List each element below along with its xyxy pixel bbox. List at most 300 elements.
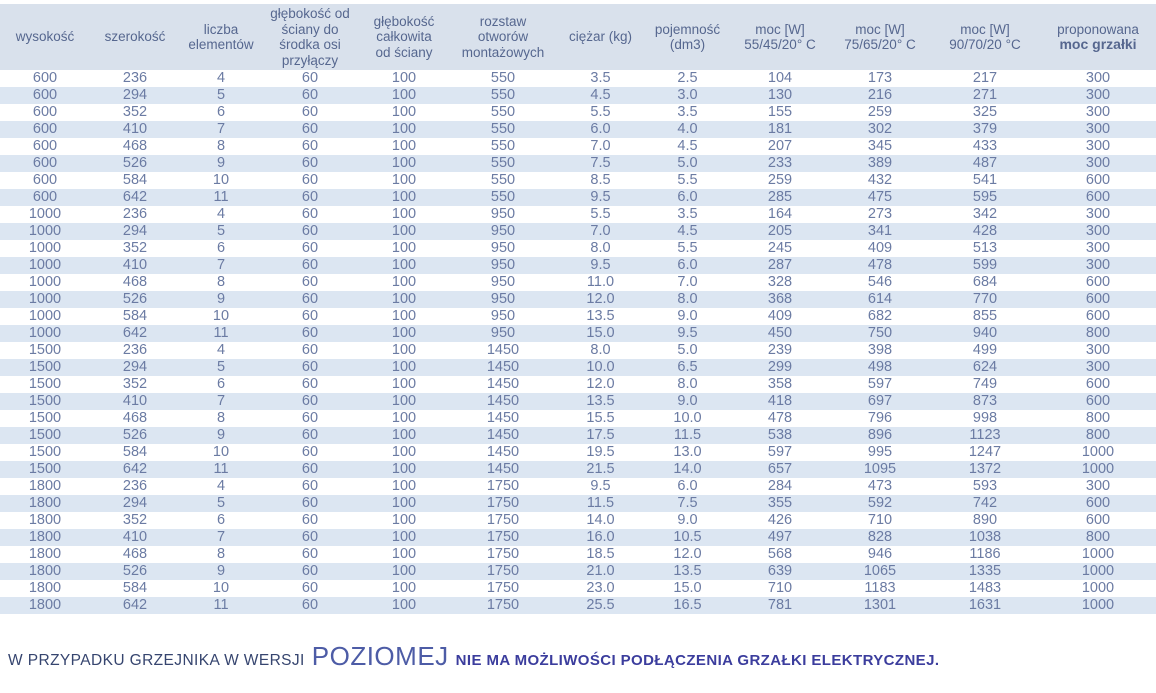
table-cell: 600 (0, 70, 90, 87)
table-cell: 300 (1040, 138, 1156, 155)
column-header-line: całkowita (376, 29, 432, 45)
column-header-line: środka osi (279, 37, 341, 52)
table-cell: 1450 (450, 461, 556, 478)
table-cell: 60 (262, 342, 358, 359)
table-cell: 5.5 (556, 206, 645, 223)
table-cell: 890 (930, 512, 1040, 529)
table-cell: 5.5 (645, 240, 730, 257)
table-cell: 100 (358, 495, 450, 512)
table-cell: 1500 (0, 461, 90, 478)
table-cell: 600 (1040, 512, 1156, 529)
table-cell: 1450 (450, 444, 556, 461)
table-cell: 4 (180, 478, 262, 495)
table-cell: 599 (930, 257, 1040, 274)
table-cell: 1038 (930, 529, 1040, 546)
table-cell: 100 (358, 512, 450, 529)
radiator-spec-table (0, 4, 1156, 614)
table-cell: 600 (0, 189, 90, 206)
table-cell: 600 (0, 138, 90, 155)
table-cell: 4.5 (556, 87, 645, 104)
table-cell: 100 (358, 580, 450, 597)
table-cell: 410 (90, 393, 180, 410)
table-cell: 11.5 (556, 495, 645, 512)
table-cell: 7 (180, 393, 262, 410)
table-cell: 300 (1040, 257, 1156, 274)
table-cell: 100 (358, 427, 450, 444)
table-cell: 60 (262, 325, 358, 342)
table-cell: 584 (90, 444, 180, 461)
table-cell: 600 (1040, 393, 1156, 410)
table-cell: 9.5 (556, 189, 645, 206)
table-cell: 8.0 (645, 291, 730, 308)
table-cell: 1450 (450, 376, 556, 393)
table-cell: 468 (90, 410, 180, 427)
table-row (0, 104, 1156, 121)
table-cell: 17.5 (556, 427, 645, 444)
column-header-line: liczba (203, 21, 239, 37)
table-cell: 710 (730, 580, 830, 597)
table-cell: 1000 (0, 308, 90, 325)
table-cell: 7.0 (645, 274, 730, 291)
table-cell: 550 (450, 138, 556, 155)
header-row (0, 4, 1156, 70)
table-body (0, 70, 1156, 614)
table-cell: 995 (830, 444, 930, 461)
table-cell: 1500 (0, 359, 90, 376)
table-cell: 14.0 (645, 461, 730, 478)
table-cell: 300 (1040, 121, 1156, 138)
table-cell: 60 (262, 121, 358, 138)
table-cell: 16.0 (556, 529, 645, 546)
table-cell: 1750 (450, 495, 556, 512)
column-header-line: wysokość (15, 29, 75, 45)
table-cell: 1000 (1040, 580, 1156, 597)
table-cell: 271 (930, 87, 1040, 104)
table-cell: 60 (262, 308, 358, 325)
table-cell: 1800 (0, 478, 90, 495)
table-cell: 1000 (1040, 597, 1156, 614)
table-cell: 100 (358, 70, 450, 87)
table-cell: 104 (730, 70, 830, 87)
table-cell: 546 (830, 274, 930, 291)
table-cell: 682 (830, 308, 930, 325)
table-cell: 10 (180, 308, 262, 325)
table-cell: 642 (90, 461, 180, 478)
table-cell: 352 (90, 512, 180, 529)
table-cell: 60 (262, 172, 358, 189)
table-cell: 11 (180, 325, 262, 342)
table-cell: 11 (180, 597, 262, 614)
table-cell: 1095 (830, 461, 930, 478)
table-row (0, 376, 1156, 393)
table-cell: 233 (730, 155, 830, 172)
table-cell: 7.0 (556, 138, 645, 155)
table-cell: 16.5 (645, 597, 730, 614)
table-cell: 300 (1040, 87, 1156, 104)
table-cell: 10 (180, 580, 262, 597)
table-cell: 4.5 (645, 138, 730, 155)
table-cell: 950 (450, 325, 556, 342)
table-cell: 950 (450, 206, 556, 223)
table-header (0, 4, 1156, 70)
table-cell: 1000 (0, 223, 90, 240)
column-header-line: moc [W] (755, 21, 805, 37)
table-cell: 285 (730, 189, 830, 206)
table-cell: 8.0 (556, 342, 645, 359)
table-cell: 597 (830, 376, 930, 393)
table-cell: 60 (262, 376, 358, 393)
table-cell: 100 (358, 461, 450, 478)
table-cell: 6.0 (556, 121, 645, 138)
table-cell: 19.5 (556, 444, 645, 461)
table-cell: 770 (930, 291, 1040, 308)
table-cell: 409 (830, 240, 930, 257)
table-cell: 600 (0, 104, 90, 121)
table-cell: 593 (930, 478, 1040, 495)
table-cell: 1186 (930, 546, 1040, 563)
table-cell: 7 (180, 529, 262, 546)
table-cell: 497 (730, 529, 830, 546)
table-cell: 946 (830, 546, 930, 563)
table-cell: 273 (830, 206, 930, 223)
table-cell: 1631 (930, 597, 1040, 614)
table-cell: 1000 (1040, 546, 1156, 563)
table-cell: 1450 (450, 410, 556, 427)
table-cell: 8.0 (556, 240, 645, 257)
table-cell: 1000 (0, 206, 90, 223)
table-cell: 5.0 (645, 342, 730, 359)
table-cell: 216 (830, 87, 930, 104)
table-cell: 100 (358, 240, 450, 257)
table-cell: 300 (1040, 478, 1156, 495)
column-header-line: rozstaw (479, 13, 527, 29)
table-cell: 639 (730, 563, 830, 580)
column-header (180, 4, 262, 70)
column-header (556, 4, 645, 70)
column-header-line: montażowych (461, 44, 545, 60)
table-cell: 418 (730, 393, 830, 410)
table-cell: 1500 (0, 427, 90, 444)
table-row (0, 342, 1156, 359)
table-row (0, 546, 1156, 563)
table-cell: 300 (1040, 70, 1156, 87)
table-cell: 181 (730, 121, 830, 138)
table-cell: 358 (730, 376, 830, 393)
table-cell: 710 (830, 512, 930, 529)
table-cell: 592 (830, 495, 930, 512)
table-cell: 1000 (0, 257, 90, 274)
table-cell: 614 (830, 291, 930, 308)
table-cell: 60 (262, 359, 358, 376)
table-cell: 7.5 (645, 495, 730, 512)
column-header-line: moc [W] (855, 21, 905, 37)
table-cell: 568 (730, 546, 830, 563)
table-cell: 10.0 (645, 410, 730, 427)
table-cell: 473 (830, 478, 930, 495)
table-cell: 60 (262, 87, 358, 104)
table-cell: 998 (930, 410, 1040, 427)
note-highlight-poziomej: POZIOMEJ (311, 641, 449, 671)
table-cell: 1000 (0, 325, 90, 342)
table-cell: 624 (930, 359, 1040, 376)
table-cell: 60 (262, 70, 358, 87)
table-cell: 100 (358, 291, 450, 308)
table-cell: 8.5 (556, 172, 645, 189)
table-cell: 60 (262, 597, 358, 614)
footer-note (8, 641, 1156, 672)
table-cell: 584 (90, 580, 180, 597)
table-cell: 828 (830, 529, 930, 546)
table-cell: 398 (830, 342, 930, 359)
table-cell: 8.0 (645, 376, 730, 393)
table-cell: 1500 (0, 342, 90, 359)
table-cell: 600 (1040, 308, 1156, 325)
table-cell: 60 (262, 512, 358, 529)
table-cell: 5.0 (645, 155, 730, 172)
table-cell: 207 (730, 138, 830, 155)
table-row (0, 206, 1156, 223)
table-cell: 642 (90, 325, 180, 342)
table-cell: 796 (830, 410, 930, 427)
table-cell: 100 (358, 223, 450, 240)
table-cell: 478 (730, 410, 830, 427)
table-cell: 550 (450, 189, 556, 206)
table-cell: 428 (930, 223, 1040, 240)
table-row (0, 410, 1156, 427)
table-cell: 12.0 (556, 376, 645, 393)
table-cell: 4.5 (645, 223, 730, 240)
table-cell: 950 (450, 257, 556, 274)
table-row (0, 512, 1156, 529)
table-cell: 6.0 (645, 478, 730, 495)
table-cell: 1000 (0, 291, 90, 308)
table-cell: 550 (450, 104, 556, 121)
table-row (0, 189, 1156, 206)
table-cell: 1800 (0, 529, 90, 546)
table-cell: 100 (358, 121, 450, 138)
table-cell: 9 (180, 427, 262, 444)
table-cell: 300 (1040, 104, 1156, 121)
table-cell: 3.0 (645, 87, 730, 104)
table-cell: 259 (730, 172, 830, 189)
table-cell: 21.0 (556, 563, 645, 580)
table-cell: 7 (180, 257, 262, 274)
table-cell: 60 (262, 393, 358, 410)
table-cell: 600 (1040, 274, 1156, 291)
table-cell: 299 (730, 359, 830, 376)
column-header (358, 4, 450, 70)
table-row (0, 138, 1156, 155)
note-text-suffix: NIE MA MOŻLIWOŚCI PODŁĄCZENIA GRZAŁKI ELEKTRYCZNEJ. (455, 652, 940, 669)
table-cell: 9.0 (645, 308, 730, 325)
table-cell: 300 (1040, 342, 1156, 359)
column-header-line: przyłączy (281, 52, 339, 68)
table-cell: 1000 (1040, 563, 1156, 580)
table-cell: 468 (90, 274, 180, 291)
table-cell: 100 (358, 104, 450, 121)
table-cell: 15.0 (556, 325, 645, 342)
table-cell: 9 (180, 563, 262, 580)
table-cell: 550 (450, 155, 556, 172)
table-cell: 368 (730, 291, 830, 308)
table-cell: 1750 (450, 478, 556, 495)
table-cell: 100 (358, 563, 450, 580)
table-cell: 750 (830, 325, 930, 342)
table-cell: 1800 (0, 512, 90, 529)
table-cell: 217 (930, 70, 1040, 87)
table-cell: 205 (730, 223, 830, 240)
table-cell: 1500 (0, 410, 90, 427)
table-cell: 1372 (930, 461, 1040, 478)
table-cell: 11.0 (556, 274, 645, 291)
table-cell: 9.5 (556, 478, 645, 495)
table-cell: 950 (450, 223, 556, 240)
table-cell: 1500 (0, 393, 90, 410)
table-cell: 300 (1040, 155, 1156, 172)
table-cell: 236 (90, 70, 180, 87)
table-cell: 10 (180, 444, 262, 461)
table-cell: 410 (90, 529, 180, 546)
column-header-line: ściany do (281, 21, 339, 37)
table-row (0, 223, 1156, 240)
table-cell: 7.0 (556, 223, 645, 240)
column-header-line: od ściany (375, 44, 433, 60)
table-cell: 1500 (0, 376, 90, 393)
table-cell: 130 (730, 87, 830, 104)
table-cell: 13.5 (556, 393, 645, 410)
table-cell: 60 (262, 240, 358, 257)
table-cell: 950 (450, 274, 556, 291)
table-cell: 475 (830, 189, 930, 206)
table-cell: 325 (930, 104, 1040, 121)
table-cell: 1000 (1040, 461, 1156, 478)
column-header-line: otworów (477, 29, 529, 45)
table-cell: 409 (730, 308, 830, 325)
table-cell: 873 (930, 393, 1040, 410)
table-cell: 684 (930, 274, 1040, 291)
table-cell: 294 (90, 87, 180, 104)
table-row (0, 444, 1156, 461)
table-cell: 1800 (0, 597, 90, 614)
table-cell: 12.0 (556, 291, 645, 308)
table-cell: 526 (90, 291, 180, 308)
table-cell: 541 (930, 172, 1040, 189)
table-cell: 352 (90, 104, 180, 121)
table-cell: 60 (262, 257, 358, 274)
table-cell: 1750 (450, 512, 556, 529)
table-cell: 100 (358, 206, 450, 223)
table-cell: 60 (262, 223, 358, 240)
table-cell: 498 (830, 359, 930, 376)
table-cell: 18.5 (556, 546, 645, 563)
table-cell: 10.5 (645, 529, 730, 546)
table-cell: 950 (450, 291, 556, 308)
table-cell: 600 (1040, 376, 1156, 393)
table-cell: 287 (730, 257, 830, 274)
table-cell: 60 (262, 546, 358, 563)
table-cell: 526 (90, 563, 180, 580)
table-cell: 1483 (930, 580, 1040, 597)
column-header (262, 4, 358, 70)
table-cell: 1065 (830, 563, 930, 580)
table-cell: 352 (90, 240, 180, 257)
table-cell: 9.5 (556, 257, 645, 274)
table-row (0, 325, 1156, 342)
table-cell: 513 (930, 240, 1040, 257)
table-cell: 300 (1040, 359, 1156, 376)
table-cell: 60 (262, 563, 358, 580)
table-cell: 1450 (450, 393, 556, 410)
table-cell: 300 (1040, 223, 1156, 240)
table-cell: 3.5 (556, 70, 645, 87)
column-header (1040, 4, 1156, 70)
column-header (830, 4, 930, 70)
table-cell: 600 (0, 87, 90, 104)
table-cell: 8 (180, 410, 262, 427)
table-cell: 100 (358, 87, 450, 104)
table-cell: 352 (90, 376, 180, 393)
table-cell: 21.5 (556, 461, 645, 478)
table-cell: 642 (90, 189, 180, 206)
table-cell: 5 (180, 495, 262, 512)
table-cell: 6 (180, 104, 262, 121)
table-cell: 60 (262, 580, 358, 597)
table-cell: 100 (358, 444, 450, 461)
table-cell: 3.5 (645, 104, 730, 121)
table-row (0, 359, 1156, 376)
table-cell: 1000 (1040, 444, 1156, 461)
table-cell: 100 (358, 359, 450, 376)
table-cell: 600 (1040, 495, 1156, 512)
table-cell: 236 (90, 206, 180, 223)
table-cell: 9 (180, 291, 262, 308)
column-header-line: moc [W] (960, 21, 1010, 37)
table-cell: 550 (450, 70, 556, 87)
table-cell: 60 (262, 495, 358, 512)
table-cell: 60 (262, 529, 358, 546)
table-cell: 294 (90, 359, 180, 376)
table-cell: 584 (90, 308, 180, 325)
column-header-line: proponowana (1057, 21, 1139, 37)
table-cell: 4 (180, 342, 262, 359)
table-cell: 100 (358, 546, 450, 563)
table-cell: 5 (180, 223, 262, 240)
table-cell: 5.5 (645, 172, 730, 189)
column-header (930, 4, 1040, 70)
table-cell: 1123 (930, 427, 1040, 444)
table-cell: 584 (90, 172, 180, 189)
column-header-line: 90/70/20 °C (949, 37, 1021, 52)
table-cell: 8 (180, 274, 262, 291)
note-text-prefix: W PRZYPADKU GRZEJNIKA W WERSJI (8, 652, 305, 669)
table-cell: 100 (358, 410, 450, 427)
table-cell: 1800 (0, 563, 90, 580)
table-cell: 3.5 (645, 206, 730, 223)
table-cell: 1247 (930, 444, 1040, 461)
table-cell: 259 (830, 104, 930, 121)
table-cell: 328 (730, 274, 830, 291)
table-cell: 781 (730, 597, 830, 614)
table-cell: 302 (830, 121, 930, 138)
table-cell: 1000 (0, 240, 90, 257)
table-cell: 1450 (450, 427, 556, 444)
table-row (0, 172, 1156, 189)
table-cell: 100 (358, 529, 450, 546)
table-cell: 800 (1040, 410, 1156, 427)
table-cell: 600 (0, 121, 90, 138)
table-cell: 100 (358, 478, 450, 495)
table-row (0, 529, 1156, 546)
